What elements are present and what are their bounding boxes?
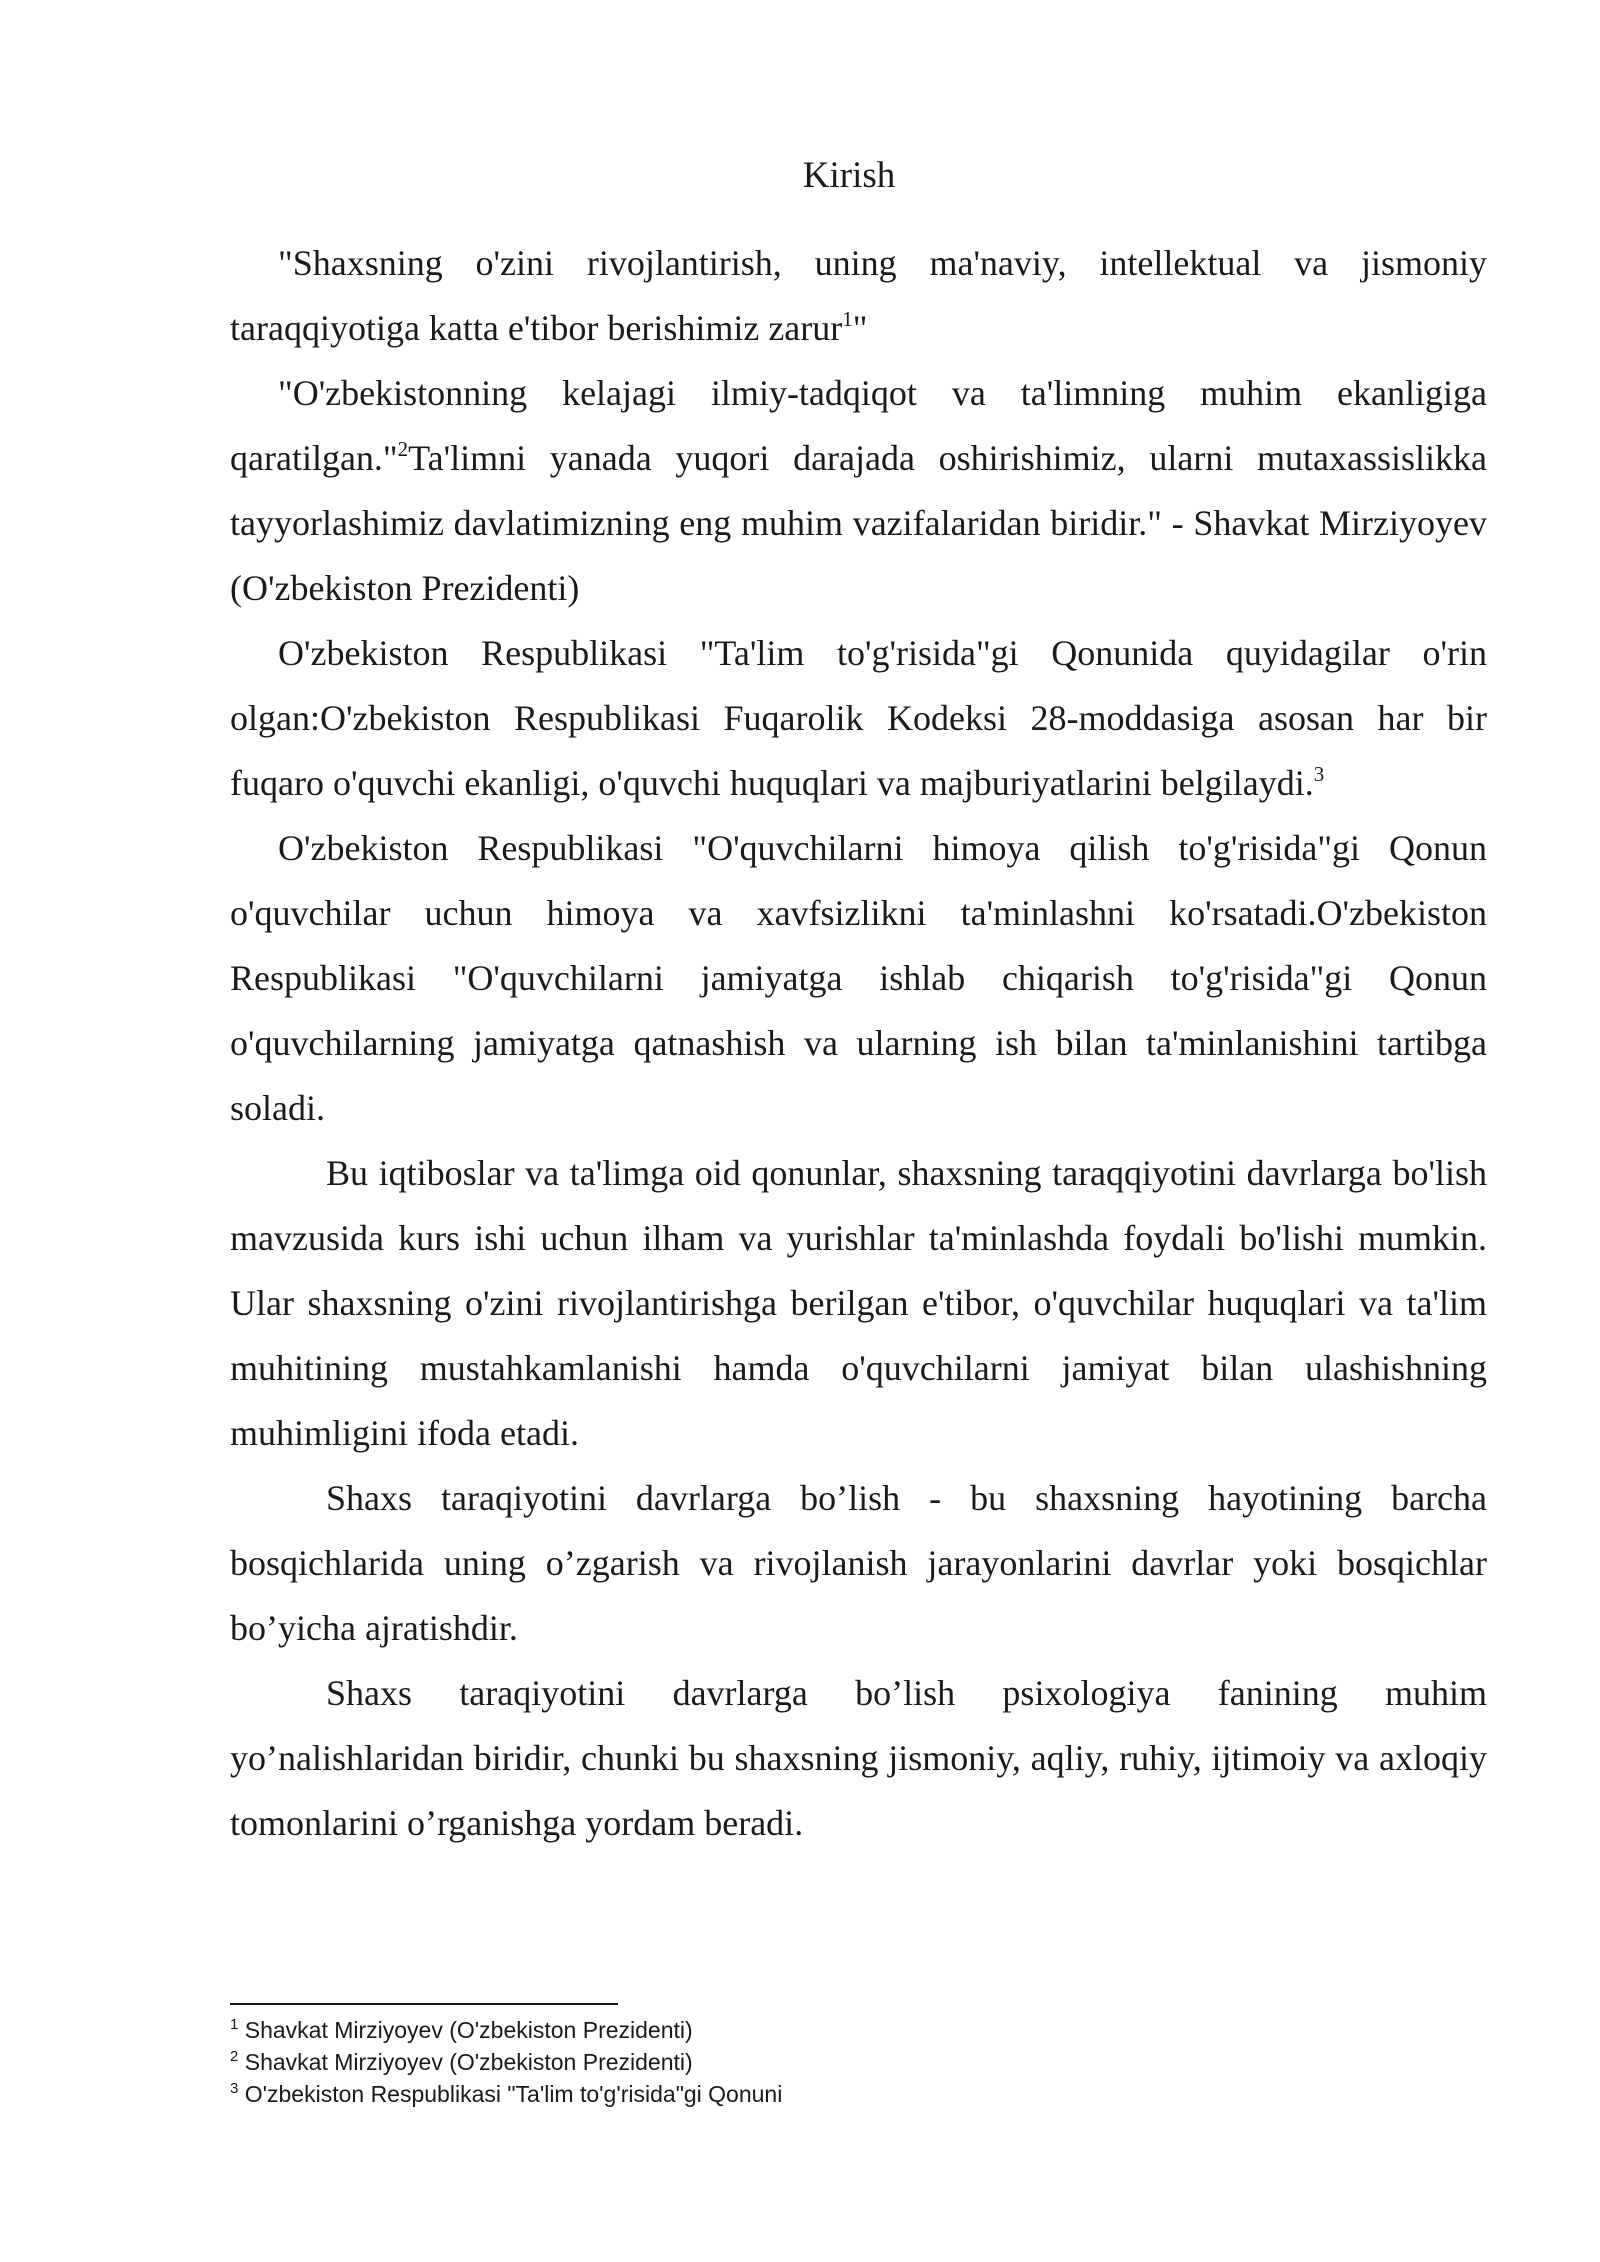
- paragraph-text: Shaxs taraqiyotini davrlarga bo’lish psixologiya fanining muhim yo’nalishlaridan biridir, chunki bu shaxsning jismoniy, aqliy, ruhiy, ijtimoiy va axloqiy tomonlarini o’rganishga yordam beradi.: [230, 1673, 1487, 1843]
- paragraph-text: O'zbekiston Respublikasi "O'quvchilarni himoya qilish to'g'risida"gi Qonun o'quvchilar uchun himoya va xavfsizlikni ta'minlashni ko'rsatadi.O'zbekiston Respublikasi "O'quvchilarni jamiyatga ishlab chiqarish to'g'risida"gi Qonun o'quvchilarning jamiyatga qatnashish va ularning ish bilan ta'minlanishini tartibga soladi.: [230, 828, 1487, 1128]
- page-heading: Kirish: [802, 155, 896, 196]
- paragraph-text: ": [852, 308, 868, 348]
- body-paragraph: [230, 1661, 1487, 1856]
- paragraph-text: "Shaxsning o'zini rivojlantirish, uning ma'naviy, intellektual va jismoniy taraqqiyotiga katta e'tibor berishimiz zarur: [230, 243, 1487, 348]
- footnote-reference: 3: [1313, 762, 1325, 786]
- footnote-reference: 1: [842, 307, 853, 331]
- paragraph-text: O'zbekiston Respublikasi "Ta'lim to'g'risida"gi Qonunida quyidagilar o'rin olgan:O'zbekiston Respublikasi Fuqarolik Kodeksi 28-moddasiga asosan har bir fuqaro o'quvchi ekanligi, o'quvchi huquqlari va majburiyatlarini belgilaydi.: [230, 633, 1487, 803]
- footnote-separator: [230, 2003, 618, 2005]
- body-paragraph: [230, 231, 1487, 361]
- footnote-marker: 3: [230, 2080, 239, 2097]
- footnote-item: [230, 2046, 1487, 2078]
- footnotes: [230, 2014, 1487, 2110]
- paragraph-text: "O'zbekistonning kelajagi ilmiy-tadqiqot va ta'limning muhim ekanligiga qaratilgan.": [230, 373, 1487, 478]
- footnote-marker: 1: [230, 2016, 239, 2033]
- footnote-text: Shavkat Mirziyoyev (O'zbekiston Prezidenti): [244, 2017, 693, 2043]
- footnote-reference: 2: [397, 437, 409, 461]
- paragraph-text: Shaxs taraqiyotini davrlarga bo’lish - bu shaxsning hayotining barcha bosqichlarida uning o’zgarish va rivojlanish jarayonlarini davrlar yoki bosqichlar bo’yicha ajratishdir.: [230, 1478, 1487, 1648]
- body-paragraph: [230, 361, 1487, 621]
- footnote-item: [230, 2014, 1487, 2046]
- body-paragraph: [230, 816, 1487, 1141]
- body-paragraph: [230, 621, 1487, 816]
- footnote-item: [230, 2078, 1487, 2110]
- body-paragraph: [230, 1141, 1487, 1466]
- footnote-text: Shavkat Mirziyoyev (O'zbekiston Prezidenti): [244, 2049, 693, 2075]
- body-text: [230, 231, 1487, 1856]
- footnote-text: O'zbekiston Respublikasi "Ta'lim to'g'risida"gi Qonuni: [244, 2081, 783, 2107]
- footnote-marker: 2: [230, 2048, 239, 2065]
- body-paragraph: [230, 1466, 1487, 1661]
- paragraph-text: Ta'limni yanada yuqori darajada oshirishimiz, ularni mutaxassislikka tayyorlashimiz davlatimizning eng muhim vazifalaridan biridir." - Shavkat Mirziyoyev (O'zbekiston Prezidenti): [230, 438, 1487, 608]
- paragraph-text: Bu iqtiboslar va ta'limga oid qonunlar, shaxsning taraqqiyotini davrlarga bo'lish mavzusida kurs ishi uchun ilham va yurishlar ta'minlashda foydali bo'lishi mumkin. Ular shaxsning o'zini rivojlantirishga berilgan e'tibor, o'quvchilar huquqlari va ta'lim muhitining mustahkamlanishi hamda o'quvchilarni jamiyat bilan ulashishning muhimligini ifoda etadi.: [230, 1153, 1487, 1453]
